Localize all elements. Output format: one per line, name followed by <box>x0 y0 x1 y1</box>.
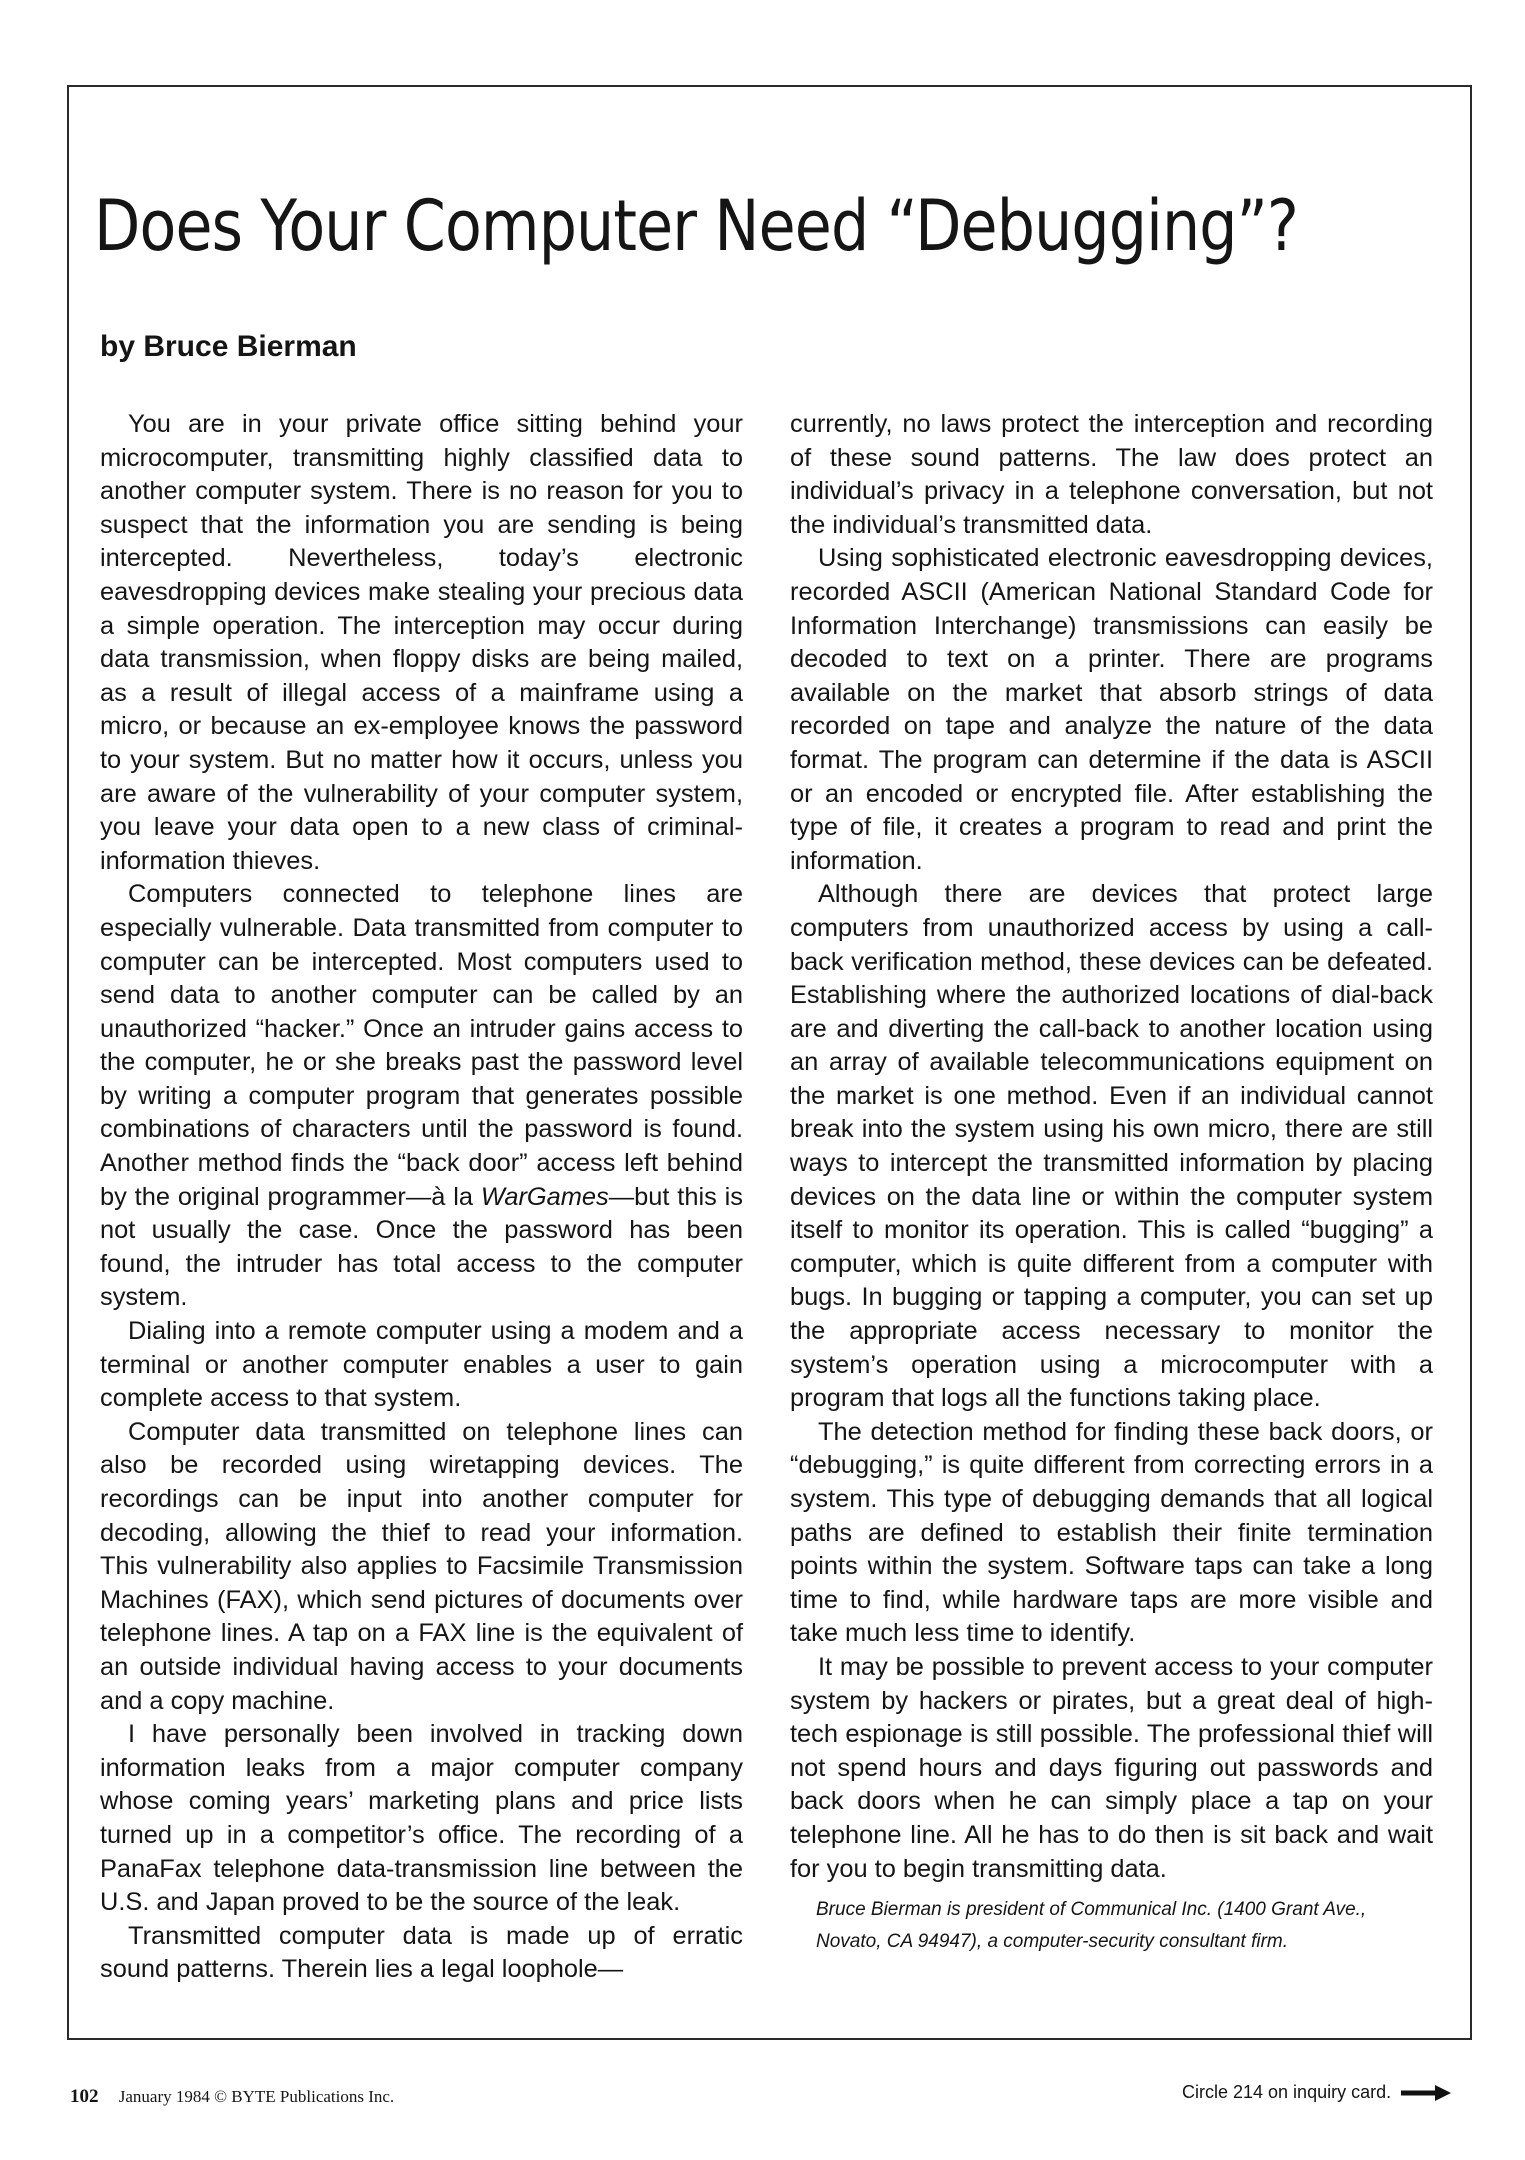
paragraph: Although there are devices that protect large computers from unauthorized access by using a call-back verification method, these devices can be defeated. Establishing where the authorized locations of dial-back are and diverting the call-back to another location using an array of available telecommunications equipment on the market is one method. Even if an individual cannot break into the system using his own micro, there are still ways to intercept the transmitted information by placing devices on the data line or within the computer system itself to monitor its operation. This is called “bugging” a computer, which is quite different from a computer with bugs. In bugging or tapping a computer, you can set up the appropriate access necessary to monitor the system’s operation using a microcomputer with a program that logs all the functions taking place. <box>790 880 1433 1413</box>
paragraph: I have personally been involved in tracking down information leaks from a major computer company whose coming years’ marketing plans and price lists turned up in a competitor’s office. The recording of a PanaFax telephone data-transmission line between the U.S. and Japan proved to be the source of the leak. <box>100 1720 743 1917</box>
right-arrow-icon <box>1401 2083 1451 2103</box>
inquiry-note <box>1182 2082 1451 2103</box>
byline: by Bruce Bierman <box>100 330 357 363</box>
left-column <box>100 408 743 1987</box>
paragraph <box>100 878 743 1315</box>
publication-info: January 1984 © BYTE Publications Inc. <box>118 2087 395 2106</box>
paragraph-text: Computers connected to telephone lines are especially vulnerable. Data transmitted from computer to computer can be intercepted. Most computers used to send data to another computer can be called by an unauthorized “hacker.” Once an intruder gains access to the computer, he or she breaks past the password level by writing a computer program that generates possible combinations of characters until the password is found. Another method finds the “back door” access left behind by the original programmer—à la <box>100 880 743 1211</box>
paragraph: Dialing into a remote computer using a modem and a terminal or another computer enables a user to gain complete access to that system. <box>100 1317 743 1413</box>
paragraph: The detection method for finding these back doors, or “debugging,” is quite different from correcting errors in a system. This type of debugging demands that all logical paths are defined to establish their finite termination points within the system. Software taps can take a long time to find, while hardware taps are more visible and take much less time to identify. <box>790 1417 1433 1648</box>
paragraph: Using sophisticated electronic eavesdropping devices, recorded ASCII (American National Standard Code for Information Interchange) transmissions can easily be decoded to text on a printer. There are programs available on the market that absorb strings of data recorded on tape and analyze the nature of the data format. The program can determine if the data is ASCII or an encoded or encrypted file. After establishing the type of file, it creates a program to read and print the information. <box>790 544 1433 875</box>
author-bio: Bruce Bierman is president of Communical Inc. (1400 Grant Ave., Novato, CA 94947), a computer-security consultant firm. <box>816 1899 1367 1953</box>
page-footer <box>70 2086 394 2108</box>
right-column <box>790 408 1433 1958</box>
paragraph: Transmitted computer data is made up of erratic sound patterns. Therein lies a legal loophole— <box>100 1921 743 1984</box>
paragraph: You are in your private office sitting behind your microcomputer, transmitting highly classified data to another computer system. There is no reason for you to suspect that the information you are sending is being intercepted. Nevertheless, today’s electronic eavesdropping devices make stealing your precious data a simple operation. The interception may occur during data transmission, when floppy disks are being mailed, as a result of illegal access of a mainframe using a micro, or because an ex-employee knows the password to your system. But no matter how it occurs, unless you are aware of the vulnerability of your computer system, you leave your data open to a new class of criminal-information thieves. <box>100 410 743 875</box>
film-title: WarGames <box>480 1182 609 1211</box>
paragraph: Computer data transmitted on telephone lines can also be recorded using wiretapping devices. The recordings can be input into another computer for decoding, allowing the thief to read your information. This vulnerability also applies to Facsimile Transmission Machines (FAX), which send pictures of documents over telephone lines. A tap on a FAX line is the equivalent of an outside individual having access to your documents and a copy machine. <box>100 1417 743 1715</box>
paragraph-text: —but this is not usually the case. Once the password has been found, the intruder has total access to the computer system. <box>100 1182 743 1312</box>
paragraph: currently, no laws protect the interception and recording of these sound patterns. The law does protect an individual’s privacy in a telephone conversation, but not the individual’s transmitted data. <box>790 410 1433 539</box>
paragraph: It may be possible to prevent access to your computer system by hackers or pirates, but a great deal of high-tech espionage is still possible. The professional thief will not spend hours and days figuring out passwords and back doors when he can simply place a tap on your telephone line. All he has to do then is sit back and wait for you to begin transmitting data. <box>790 1652 1433 1883</box>
page-number: 102 <box>70 2086 99 2107</box>
inquiry-text: Circle 214 on inquiry card. <box>1182 2082 1392 2102</box>
article-title: Does Your Computer Need “Debugging”? <box>94 185 1299 267</box>
